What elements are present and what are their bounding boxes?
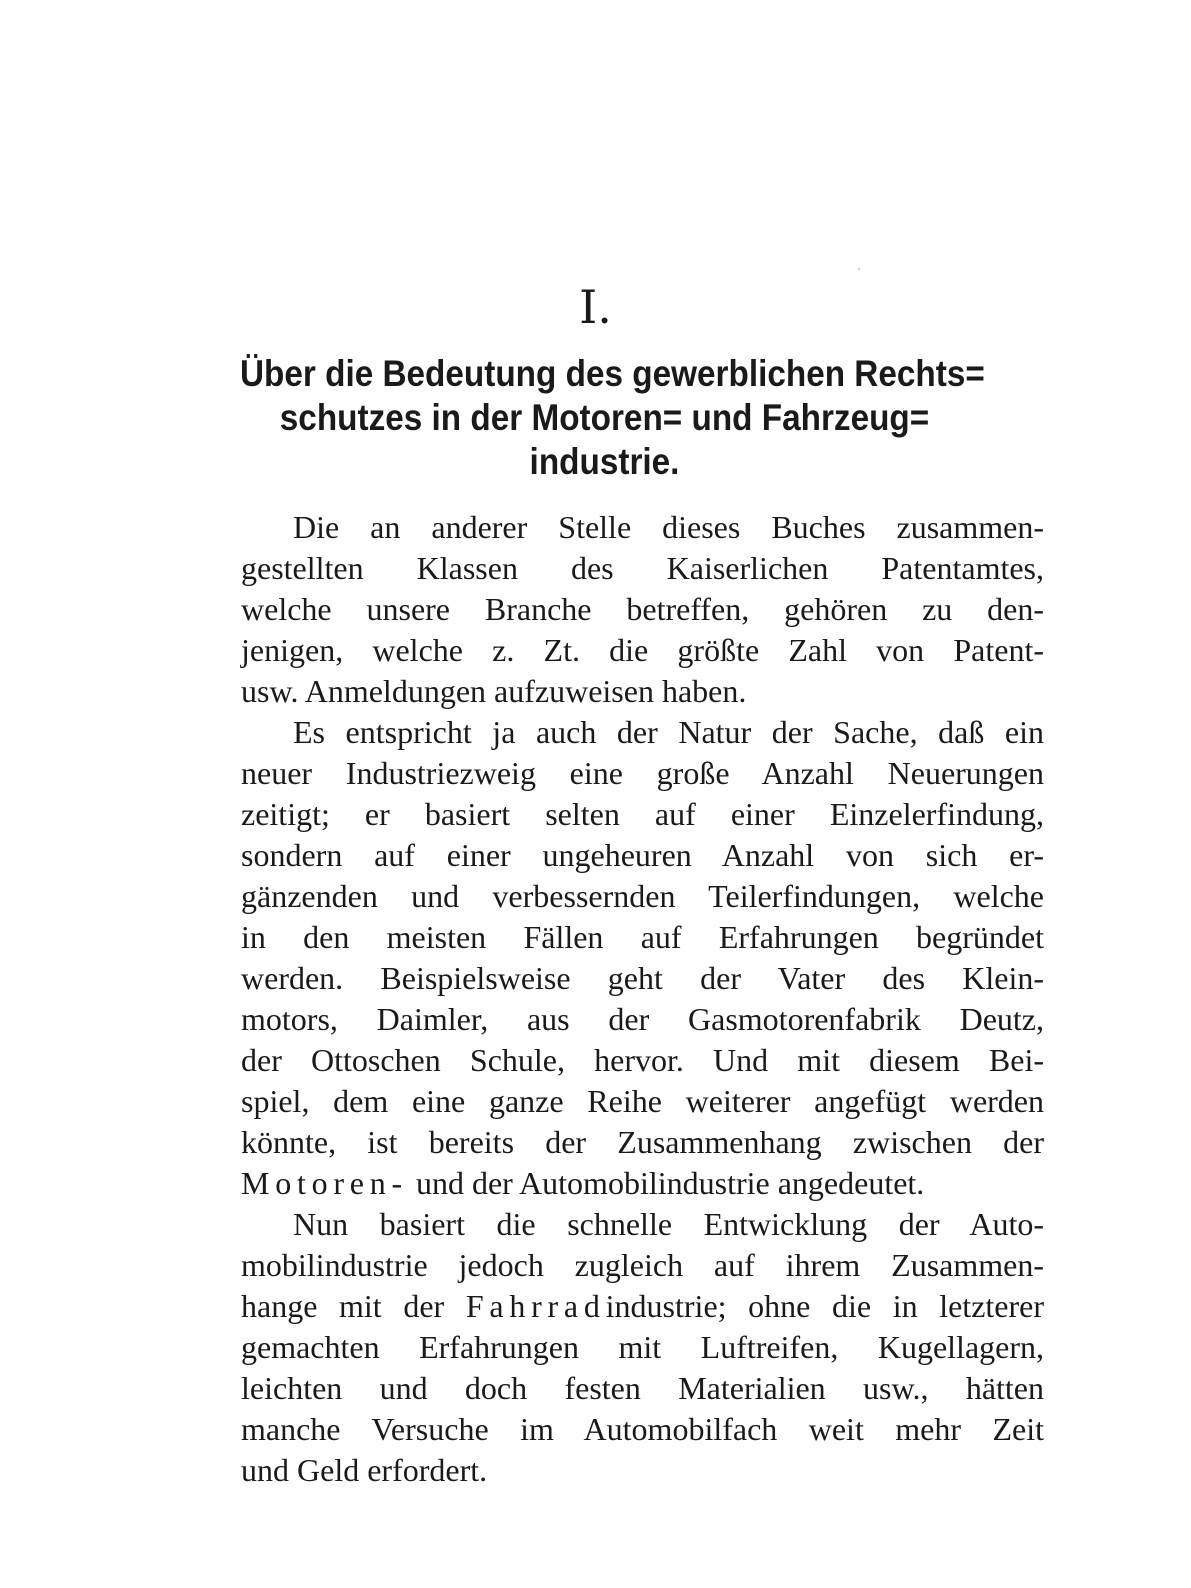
chapter-title <box>240 352 985 484</box>
chapter-number: I. <box>579 280 612 334</box>
text-line: könnte, ist bereits der Zusammenhang zwischen der <box>241 1124 1044 1160</box>
chapter-title-line: schutzes in der Motoren= und Fahrzeug= <box>279 397 930 438</box>
text-line <box>241 1286 1044 1327</box>
body-text <box>241 507 1044 1491</box>
chapter-title-line: industrie. <box>529 441 680 482</box>
text-line: der Ottoschen Schule, hervor. Und mit diesem Bei- <box>241 1042 1044 1078</box>
text-line: in den meisten Fällen auf Erfahrungen begründet <box>241 919 1044 955</box>
text-line: motors, Daimler, aus der Gasmotorenfabrik Deutz, <box>241 1001 1044 1037</box>
text-line: gänzenden und verbessernden Teilerfindungen, welche <box>241 878 1044 914</box>
text-line: jenigen, welche z. Zt. die größte Zahl von Patent- <box>241 632 1044 668</box>
text-line: welche unsere Branche betreffen, gehören zu den- <box>241 591 1044 627</box>
text-fragment: industrie; ohne die in letzterer <box>605 1288 1045 1324</box>
text-line: gestellten Klassen des Kaiserlichen Patentamtes, <box>241 550 1044 586</box>
scan-speck <box>858 268 860 270</box>
spaced-word: Motoren- <box>241 1165 408 1201</box>
text-line: usw. Anmeldungen aufzuweisen haben. <box>241 673 747 709</box>
text-line: Die an anderer Stelle dieses Buches zusammen- <box>293 509 1044 545</box>
text-fragment: hange mit der <box>241 1288 466 1324</box>
text-line: Es entspricht ja auch der Natur der Sache, daß ein <box>293 714 1044 750</box>
text-line: leichten und doch festen Materialien usw., hätten <box>241 1370 1044 1406</box>
paragraph-2 <box>241 712 1044 1204</box>
text-line: zeitigt; er basiert selten auf einer Einzelerfindung, <box>241 796 1044 832</box>
chapter-title-line: Über die Bedeutung des gewerblichen Rechts= <box>240 353 985 394</box>
text-line: werden. Beispielsweise geht der Vater des Klein- <box>241 960 1044 996</box>
text-line: sondern auf einer ungeheuren Anzahl von sich er- <box>241 837 1044 873</box>
text-line: Nun basiert die schnelle Entwicklung der Auto- <box>293 1206 1044 1242</box>
text-line: mobilindustrie jedoch zugleich auf ihrem Zusammen- <box>241 1247 1044 1283</box>
text-line: spiel, dem eine ganze Reihe weiterer angefügt werden <box>241 1083 1044 1119</box>
text-line: manche Versuche im Automobilfach weit mehr Zeit <box>241 1411 1044 1447</box>
text-fragment: und der Automobilindustrie angedeutet. <box>407 1165 925 1201</box>
text-line: gemachten Erfahrungen mit Luftreifen, Kugellagern, <box>241 1329 1044 1365</box>
text-line <box>241 1163 1044 1204</box>
paragraph-3 <box>241 1204 1044 1491</box>
spaced-word: Fahrrad <box>465 1288 606 1324</box>
text-line: neuer Industriezweig eine große Anzahl Neuerungen <box>241 755 1044 791</box>
paragraph-1 <box>241 507 1044 712</box>
text-line: und Geld erfordert. <box>241 1452 488 1488</box>
